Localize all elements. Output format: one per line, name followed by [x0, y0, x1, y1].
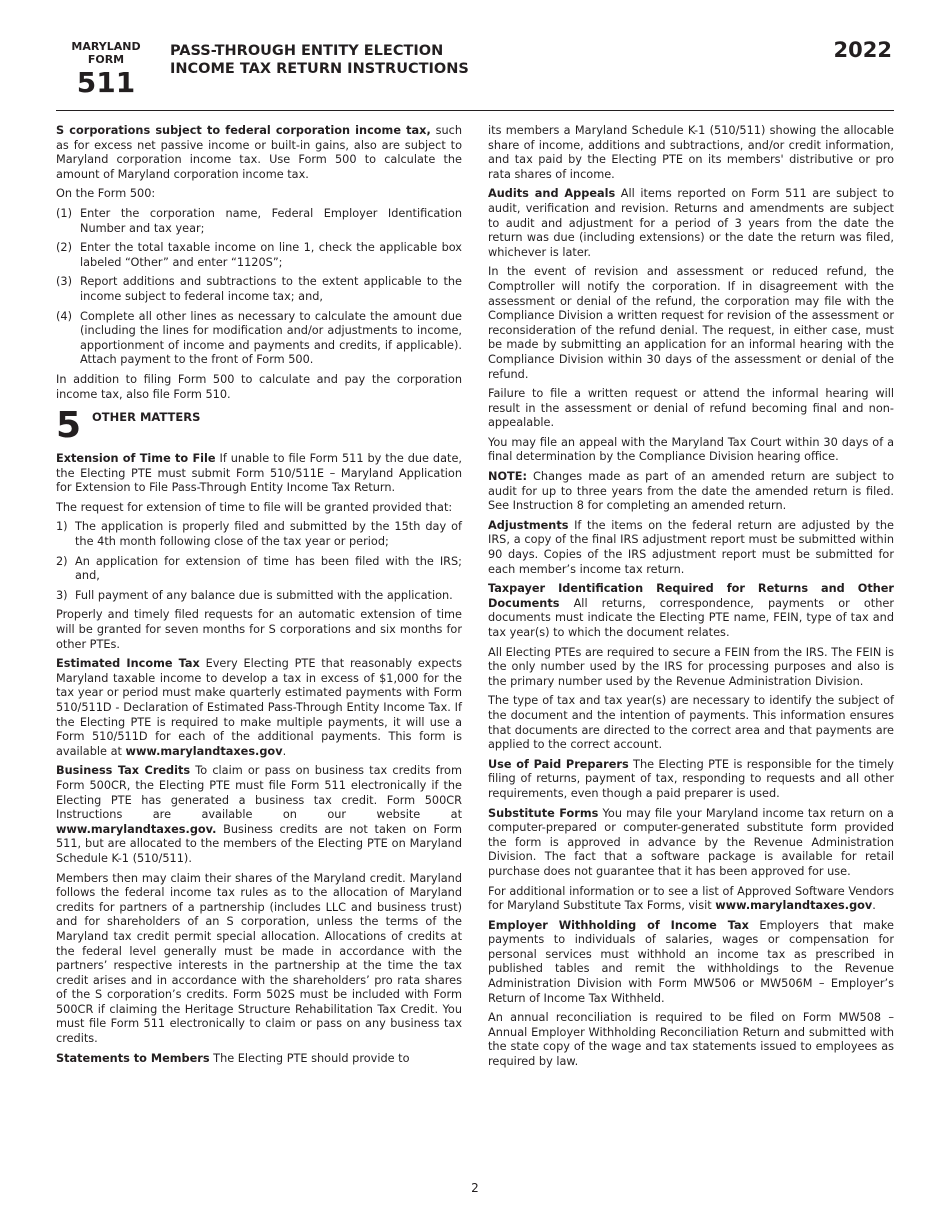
- substitute-forms-paragraph: Substitute Forms You may file your Maryland income tax return on a computer-prepared or computer-generated substitute form provided the form is approved in advance by the Revenue Administration Division. The fact that a software package is available for retail purchase does not guarantee that it has been approved for use.: [488, 806, 894, 878]
- business-credits-heading: Business Tax Credits: [56, 764, 191, 778]
- form510-paragraph: In addition to filing Form 500 to calculate and pay the corporation income tax, also file Form 510.: [56, 372, 462, 401]
- title-line-2: INCOME TAX RETURN INSTRUCTIONS: [170, 61, 469, 77]
- list-item: (3) Report additions and subtractions to the extent applicable to the income subject to federal income tax; and,: [56, 275, 462, 303]
- page-title: [170, 42, 469, 78]
- list-item: (1) Enter the corporation name, Federal Employer Identification Number and tax year;: [56, 206, 462, 235]
- section-header: [56, 405, 462, 447]
- website-link[interactable]: www.marylandtaxes.gov: [715, 899, 873, 913]
- list-item: 3) Full payment of any balance due is submitted with the application.: [56, 588, 453, 602]
- extension-paragraph: Extension of Time to File If unable to file Form 511 by the due date, the Electing PTE must submit Form 510/511E – Maryland Application for Extension to File Pass-Through Entity Income Tax Return.: [56, 452, 462, 495]
- left-column: [56, 124, 462, 1071]
- list-item: (4) Complete all other lines as necessary to calculate the amount due (including the lines for modification and/or adjustments to income, apportionment of income and payments and credits, if applicable). Attach payment to the front of Form 500.: [56, 309, 462, 367]
- substitute-forms-heading: Substitute Forms: [488, 806, 599, 820]
- list-item: (2) Enter the total taxable income on line 1, check the applicable box labeled “Other” and enter “1120S”;: [56, 241, 462, 269]
- form-label: [62, 40, 150, 66]
- statements-continued: its members a Maryland Schedule K-1 (510/511) showing the allocable share of income, additions and subtractions, and/or credit information, and tax paid by the Electing PTE on its members' distributive or pro rata shares of income.: [488, 124, 894, 181]
- fein-paragraph: All Electing PTEs are required to secure a FEIN from the IRS. The FEIN is the only number used by the IRS for processing purposes and also is the primary number used by the Revenue Administration Division.: [488, 645, 894, 688]
- audits-paragraph: Audits and Appeals All items reported on Form 511 are subject to audit, verification and revision. Returns and amendments are subject to audit and adjustment for a period of 3 years from the date the return was due (including extensions) or the date the return was filed, whichever is later.: [488, 187, 894, 259]
- website-link[interactable]: www.marylandtaxes.gov: [125, 744, 283, 758]
- note-paragraph: NOTE: Changes made as part of an amended return are subject to audit for up to three years from the date the amended return is filed. See Instruction 8 for completing an amended return.: [488, 470, 894, 513]
- extension-duration-paragraph: Properly and timely filed requests for an automatic extension of time will be granted for seven months for S corporations and six months for other PTEs.: [56, 608, 462, 651]
- software-vendors-paragraph: For additional information or to see a list of Approved Software Vendors for Maryland Substitute Tax Forms, visit www.marylandtaxes.gov.: [488, 884, 894, 913]
- revision-paragraph: In the event of revision and assessment or reduced refund, the Comptroller will notify the corporation. If in disagreement with the assessment or denial of the refund, the corporation may file with the Compliance Division a written request for revision of the assessment or reconsideration of the refund denial. The request, in either case, must be made by submitting an application for an informal hearing with the Compliance Division within 30 days of the assessment or denial of the refund.: [488, 265, 894, 381]
- s-corp-text: such as for excess net passive income or built-in gains, also are subject to Maryland corporation income tax. Use Form 500 to calculate the amount of Maryland corporation income tax.: [56, 124, 462, 181]
- header-divider: [56, 110, 894, 111]
- adjustments-heading: Adjustments: [488, 518, 569, 532]
- section-number: 5: [56, 405, 82, 447]
- paid-preparers-paragraph: Use of Paid Preparers The Electing PTE is responsible for the timely filing of returns, payment of tax, responding to requests and all other requirements, even though a paid preparer is used.: [488, 757, 894, 800]
- taxpayer-id-paragraph: Taxpayer Identification Required for Returns and Other Documents All returns, correspondence, payments or other documents must indicate the Electing PTE name, FEIN, type of tax and tax year(s) to which the document relates.: [488, 582, 894, 639]
- form-word: FORM: [87, 53, 125, 66]
- s-corp-heading: S corporations subject to federal corporation income tax,: [56, 124, 431, 137]
- audits-heading: Audits and Appeals: [488, 187, 616, 201]
- list-item: 2) An application for extension of time has been filed with the IRS; and,: [56, 554, 462, 583]
- title-line-1: PASS-THROUGH ENTITY ELECTION: [170, 43, 444, 59]
- members-credit-paragraph: Members then may claim their shares of the Maryland credit. Maryland follows the federal income tax rules as to the allocation of Maryland credits for partners of a partnership (includes LLC and business trust) and for shareholders of an S corporation, unless the terms of the Maryland tax credit permit special allocation. Allocations of credits at the federal level generally must be made in accordance with the partners’ respective interests in the partnership at the time the tax credit arises and in accordance with the shareholders’ pro rata shares of the S corporation’s credits. Form 502S must be included with Form 500CR if claiming the Heritage Structure Rehabilitation Tax Credit. You must file Form 511 electronically to claim or pass on any business tax credits.: [56, 871, 462, 1046]
- appeal-paragraph: You may file an appeal with the Maryland Tax Court within 30 days of a final determination by the Compliance Division hearing office.: [488, 435, 894, 464]
- extension-heading: Extension of Time to File: [56, 452, 216, 466]
- state-name: MARYLAND: [71, 40, 141, 53]
- failure-paragraph: Failure to file a written request or attend the informal hearing will result in the assessment or denial of refund becoming final and non-appealable.: [488, 387, 894, 430]
- employer-withholding-heading: Employer Withholding of Income Tax: [488, 918, 749, 932]
- extension-conditions-intro: The request for extension of time to file will be granted provided that:: [56, 500, 453, 514]
- taxpayer-id-heading: Taxpayer Identification Required for Returns and Other Documents: [488, 582, 894, 610]
- adjustments-paragraph: Adjustments If the items on the federal return are adjusted by the IRS, a copy of the final IRS adjustment report must be submitted within 90 days. Copies of the IRS adjustment report must be submitted for each member’s income tax return.: [488, 518, 894, 576]
- estimated-tax-heading: Estimated Income Tax: [56, 657, 200, 671]
- business-credits-paragraph: Business Tax Credits To claim or pass on business tax credits from Form 500CR, the Electing PTE must file Form 511 electronically if the Electing PTE has generated a business tax credit. Form 500CR Instructions are available on our website at www.marylandtaxes.gov. Business credits are not taken on Form 511, but are allocated to the members of the Electing PTE on Maryland Schedule K-1 (510/511).: [56, 764, 462, 865]
- right-column: [488, 124, 894, 1075]
- estimated-tax-paragraph: Estimated Income Tax Every Electing PTE that reasonably expects Maryland taxable income to develop a tax in excess of $1,000 for the tax year or period must make quarterly estimated payments with Form 510/511D - Declaration of Estimated Pass-Through Entity Income Tax. If the Electing PTE is required to make multiple payments, it will use a Form 510/511D for each of the additional payments. This form is available at www.marylandtaxes.gov.: [56, 657, 462, 758]
- paid-preparers-heading: Use of Paid Preparers: [488, 757, 629, 771]
- statements-heading: Statements to Members: [56, 1051, 210, 1065]
- employer-withholding-paragraph: Employer Withholding of Income Tax Employers that make payments to individuals of salaries, wages or compensation for personal services must withhold an income tax as prescribed in published tables and remit the withholdings to the Revenue Administration Division with Form MW506 or MW506M – Employer’s Return of Income Tax Withheld.: [488, 918, 894, 1005]
- page-number: 2: [471, 1181, 479, 1195]
- form500-intro: On the Form 500:: [56, 187, 156, 201]
- annual-reconciliation-paragraph: An annual reconciliation is required to be filed on Form MW508 – Annual Employer Withholding Reconciliation Return and submitted with the state copy of the wage and tax statements issued to employees as required by law.: [488, 1011, 894, 1069]
- tax-year: 2022: [833, 38, 892, 62]
- website-link[interactable]: www.marylandtaxes.gov.: [56, 822, 217, 836]
- section-title: OTHER MATTERS: [92, 410, 201, 425]
- list-item: 1) The application is properly filed and submitted by the 15th day of the 4th month following close of the tax year or period;: [56, 520, 462, 549]
- statements-paragraph: Statements to Members The Electing PTE should provide to: [56, 1051, 410, 1065]
- note-label: NOTE:: [488, 470, 527, 484]
- s-corp-paragraph: [56, 124, 462, 182]
- form-number: 511: [76, 66, 136, 99]
- tax-type-paragraph: The type of tax and tax year(s) are necessary to identify the subject of the document and the intention of payments. This information ensures that documents are directed to the correct area and that payments are applied to the correct account.: [488, 694, 894, 752]
